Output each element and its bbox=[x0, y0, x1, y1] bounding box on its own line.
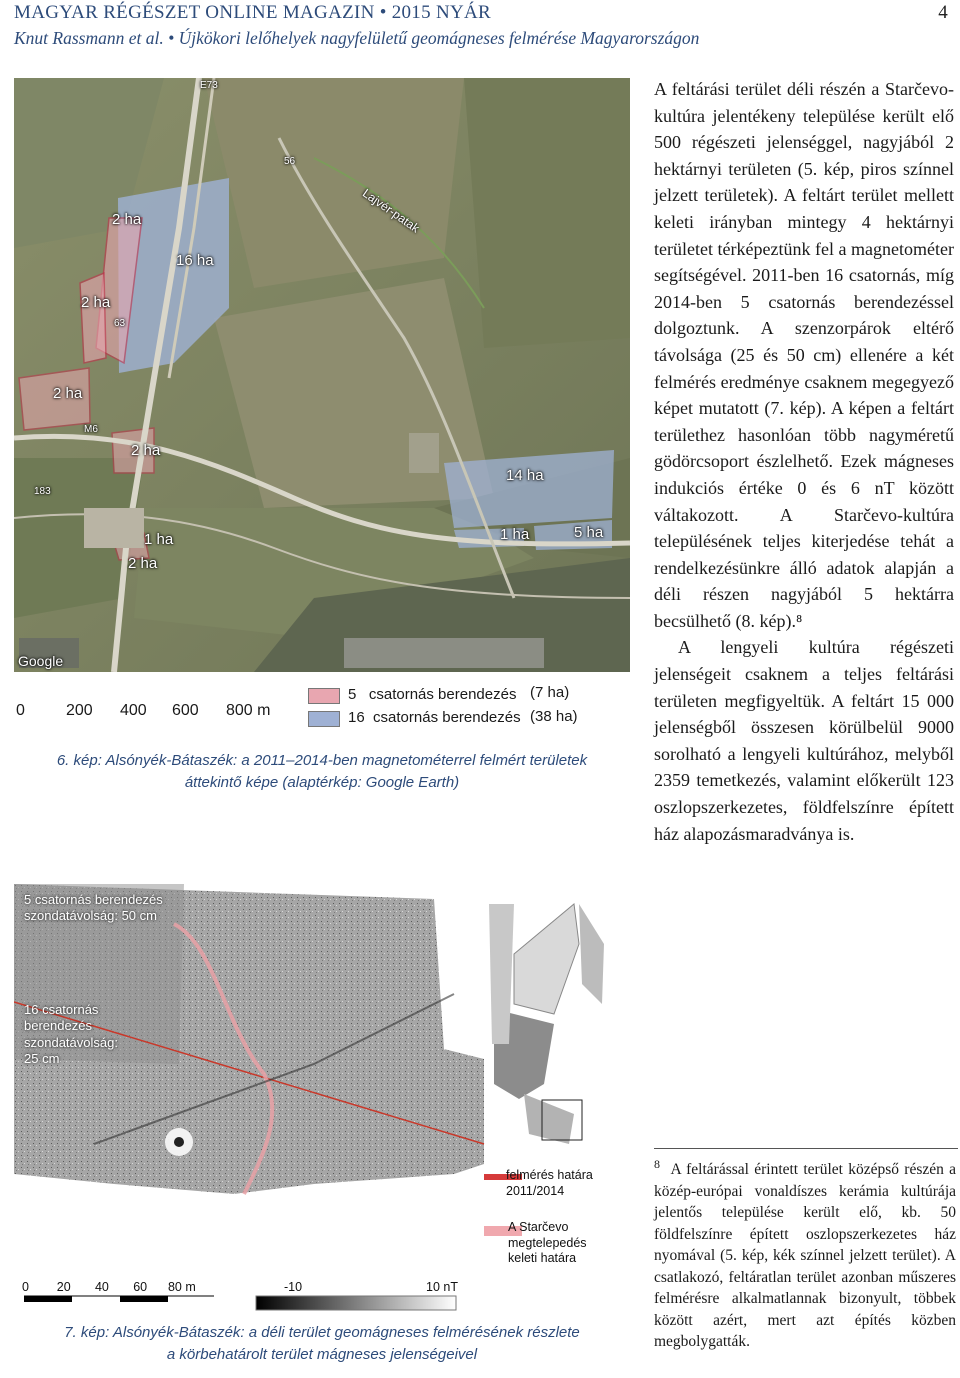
scale-tick: 200 bbox=[66, 702, 93, 719]
scale-tick: 800 m bbox=[226, 702, 271, 719]
legend-survey-boundary: felmérés határa 2011/2014 bbox=[506, 1168, 593, 1198]
road-label: E73 bbox=[200, 80, 218, 91]
body-text-column bbox=[654, 76, 954, 847]
aerial-map-figure bbox=[14, 78, 630, 672]
figure7-caption: 7. kép: Alsónyék-Bátaszék: a déli terület geomágneses felmérésének részlete a körbehatárolt terület mágneses jelenségeivel bbox=[64, 1324, 580, 1363]
road-label: M6 bbox=[84, 424, 98, 435]
scale-tick: 0 bbox=[16, 702, 25, 719]
map-label: 2 ha bbox=[131, 442, 161, 459]
map-label: 2 ha bbox=[112, 211, 142, 228]
geo-scale-bar: 0 20 40 60 80 m bbox=[22, 1280, 196, 1294]
map-label: 1 ha bbox=[500, 526, 530, 543]
scale-tick: 400 bbox=[120, 702, 147, 719]
page-number: 4 bbox=[938, 2, 948, 23]
footnote bbox=[654, 1154, 956, 1353]
stream-label: Lajvér-patak bbox=[359, 186, 423, 236]
legend-entry: 16 csatornás berendezés bbox=[348, 709, 521, 726]
body-paragraph: A feltárási terület déli részén a Starčevo-kultúra jelentékeny települése került elő 500 régészeti jelenséggel, nagyjából 2 hektárnyi területen (5. kép, piros színnel jelzett területek). A feltárt terület mellett keleti irányban mintegy 4 hektárnyi területet térképeztünk fel a magnetométer segítségével. 2011-ben 16 csatornás, míg 2014-ben 5 csatornás berendezéssel dolgoztunk. A szenzorpárok eltérő távolsága (25 és 50 cm) ellenére a két felmérés eredménye csaknem megegyező képet mutatott (7. kép). A képen a feltárt területhez hasonlóan több nagyméretű gödörcsoport észlelhető. Ezek mágneses indukciós értéke 0 és 6 nT között váltakozott. A Starčevo-kultúra településének teljes kiterjedése tehát a rendelkezésünkre álló adatok alapján a déli részen nagyjából 5 hektárra becsülhető (8. kép).⁸ bbox=[654, 79, 954, 631]
nt-scale-min: -10 bbox=[284, 1280, 303, 1294]
scale-tick: 600 bbox=[172, 702, 199, 719]
legend-swatch-16ch bbox=[308, 711, 340, 727]
map-label: 2 ha bbox=[53, 385, 83, 402]
legend-area: (38 ha) bbox=[530, 708, 578, 725]
legend-entry: 5 csatornás berendezés bbox=[348, 686, 517, 703]
running-title: Knut Rassmann et al. • Újkökori lelőhelyek nagyfelületű geomágneses felmérése Magyarországon bbox=[14, 28, 700, 48]
footnote-text: A feltárással érintett terület középső részén a közép-európai vonaldíszes kerámia kultúrája jelentős települése került elő, kb. 50 földfelszínre épített oszlopszerkezetes ház nyomával (5. kép, kék színnel jelzett terület). A csatlakozó, feltáratlan terület azonban műszeres felmérésre alkalmatlannak bizonyult, többek között azért, mert azt építés közben megbolygatták. bbox=[654, 1161, 957, 1351]
page-header bbox=[14, 2, 948, 49]
road-label: 56 bbox=[284, 156, 296, 167]
map-label: 16 ha bbox=[176, 252, 214, 269]
footnote-number: 8 bbox=[654, 1157, 660, 1171]
geomagnetic-figure bbox=[14, 884, 628, 1314]
figure6-caption: 6. kép: Alsónyék-Bátaszék: a 2011–2014-ben magnetométerrel felmért területek áttekintő képe (alaptérkép: Google Earth) bbox=[56, 752, 588, 791]
legend-swatch-5ch bbox=[308, 688, 340, 704]
body-paragraph: A lengyeli kultúra régészeti jelenségeit csaknem a teljes feltárási területen megfigyeltük. A feltárt 15 000 jelenségből összesen körülbelül 9000 sorolható a lengyeli kultúrához, melyből 2359 temetkezés, valamint előkerült 123 oszlopszerkezetes, földfelszínre épített ház alapozásmaradványa is. bbox=[654, 637, 954, 844]
map-legend bbox=[308, 684, 608, 728]
magazine-title: MAGYAR RÉGÉSZET ONLINE MAGAZIN • 2015 NYÁR bbox=[14, 2, 491, 23]
nt-scale-max: 10 nT bbox=[426, 1280, 458, 1294]
label-5ch: 5 csatornás berendezés szondatávolság: 50 cm bbox=[24, 892, 163, 924]
legend-area: (7 ha) bbox=[530, 684, 570, 701]
road-label: 63 bbox=[114, 318, 126, 329]
map-label: 14 ha bbox=[506, 467, 544, 484]
legend-starcevo-boundary: A Starčevo megtelepedés keleti határa bbox=[508, 1220, 587, 1266]
map-label: 2 ha bbox=[81, 294, 111, 311]
label-16ch: 16 csatornás berendezés szondatávolság: 25 cm bbox=[24, 1002, 118, 1066]
google-logo: Google bbox=[18, 653, 64, 669]
map-label: 2 ha bbox=[128, 555, 158, 572]
map-label: 5 ha bbox=[574, 524, 604, 541]
map-scale-bar bbox=[16, 684, 286, 724]
road-label: 183 bbox=[34, 486, 51, 497]
footnote-divider bbox=[654, 1148, 958, 1149]
map-label: 1 ha bbox=[144, 531, 174, 548]
